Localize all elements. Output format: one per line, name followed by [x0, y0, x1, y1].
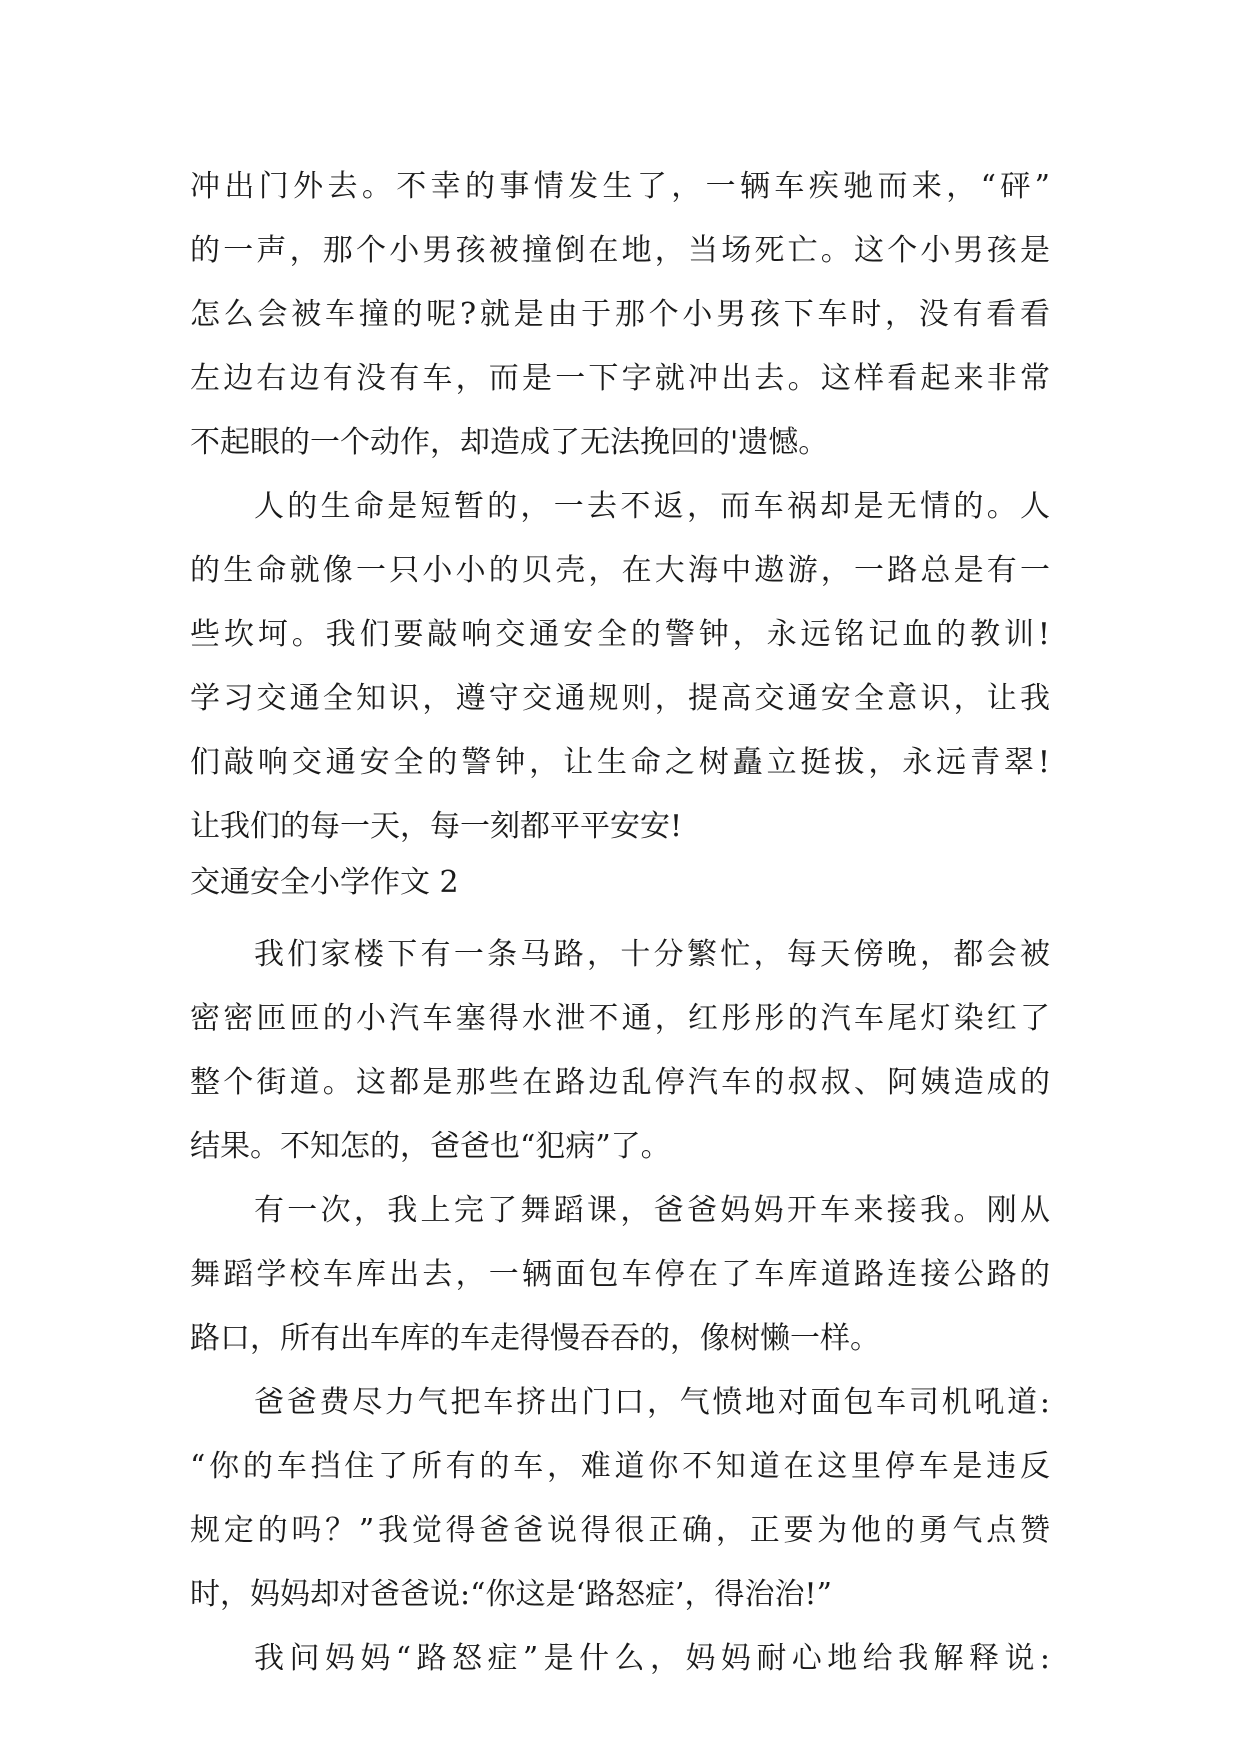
text-line: 冲出门外去。不幸的事情发生了，一辆车疾驰而来，“砰”: [190, 169, 1050, 204]
text-line: 们敲响交通安全的警钟，让生命之树矗立挺拔，永远青翠!: [190, 745, 1050, 780]
text-line: “你的车挡住了所有的车，难道你不知道在这里停车是违反: [190, 1449, 1050, 1484]
text-line: 让我们的每一天，每一刻都平平安安!: [190, 809, 683, 844]
text-line: 路口，所有出车库的车走得慢吞吞的，像树懒一样。: [190, 1321, 880, 1356]
text-line: 时，妈妈却对爸爸说:“你这是‘路怒症’，得治治!”: [190, 1577, 832, 1612]
paragraph-road-rage-question: [190, 1627, 1050, 1691]
text-line: 密密匝匝的小汽车塞得水泄不通，红彤彤的汽车尾灯染红了: [190, 1001, 1050, 1036]
text-line: 怎么会被车撞的呢?就是由于那个小男孩下车时，没有看看: [190, 297, 1050, 332]
text-line: 的生命就像一只小小的贝壳，在大海中遨游，一路总是有一: [190, 553, 1050, 588]
text-line: 人的生命是短暂的，一去不返，而车祸却是无情的。人: [254, 489, 1050, 524]
document-page: [190, 155, 1050, 1691]
text-line: 学习交通全知识，遵守交通规则，提高交通安全意识，让我: [190, 681, 1050, 716]
text-line: 左边右边有没有车，而是一下字就冲出去。这样看起来非常: [190, 361, 1050, 396]
paragraph-life-is-short: [190, 475, 1050, 859]
text-line: 的一声，那个小男孩被撞倒在地，当场死亡。这个小男孩是: [190, 233, 1050, 268]
paragraph-busy-road: [190, 923, 1050, 1179]
text-line: 规定的吗？”我觉得爸爸说得很正确，正要为他的勇气点赞: [190, 1513, 1050, 1548]
paragraph-dance-class: [190, 1179, 1050, 1371]
section-heading: 交通安全小学作文 2: [190, 865, 459, 900]
text-line: 舞蹈学校车库出去，一辆面包车停在了车库道路连接公路的: [190, 1257, 1050, 1292]
text-line: 结果。不知怎的，爸爸也“犯病”了。: [190, 1129, 671, 1164]
paragraph-continuation: [190, 155, 1050, 475]
text-line: 整个街道。这都是那些在路边乱停汽车的叔叔、阿姨造成的: [190, 1065, 1050, 1100]
text-line: 我们家楼下有一条马路，十分繁忙，每天傍晚，都会被: [254, 937, 1050, 972]
text-line: 爸爸费尽力气把车挤出门口，气愤地对面包车司机吼道:: [254, 1385, 1050, 1420]
text-line: 不起眼的一个动作，却造成了无法挽回的'遗憾。: [190, 425, 829, 460]
text-line: 些坎坷。我们要敲响交通安全的警钟，永远铭记血的教训!: [190, 617, 1050, 652]
text-line: 有一次，我上完了舞蹈课，爸爸妈妈开车来接我。刚从: [254, 1193, 1050, 1228]
text-line: 我问妈妈“路怒症”是什么，妈妈耐心地给我解释说:: [254, 1641, 1050, 1676]
paragraph-dad-shouts: [190, 1371, 1050, 1627]
